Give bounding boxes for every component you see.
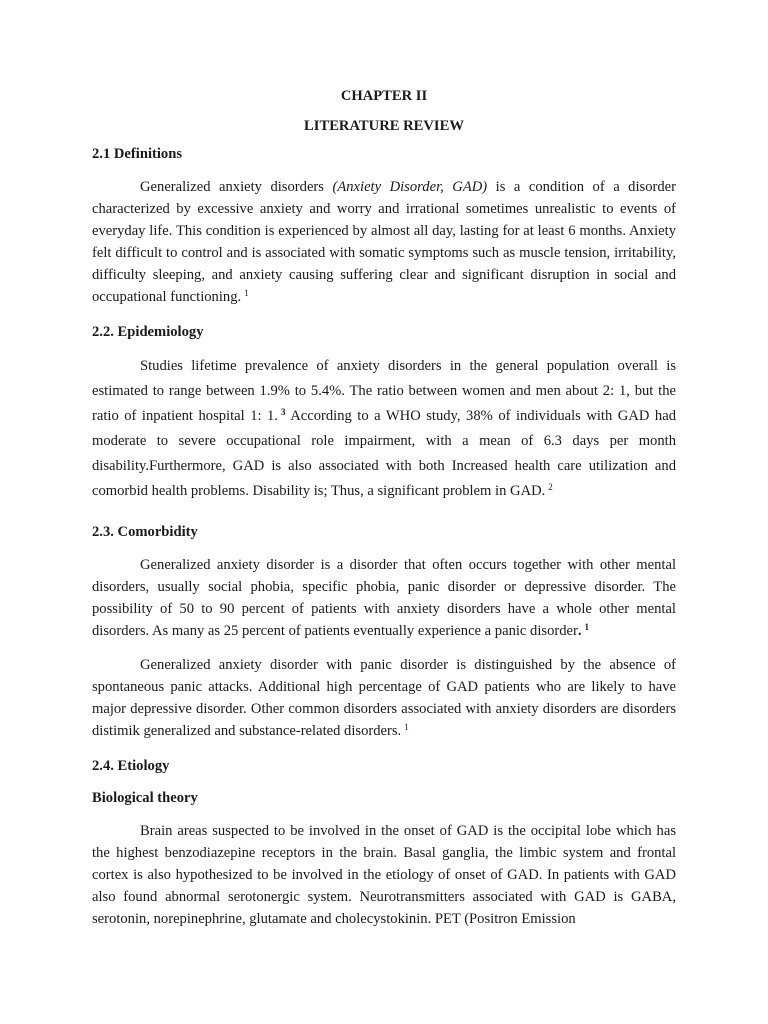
chapter-title: LITERATURE REVIEW: [304, 118, 464, 134]
section-heading-comorbidity: 2.3. Comorbidity: [92, 524, 198, 540]
subsection-heading-biological-theory: Biological theory: [92, 790, 198, 806]
epidemiology-text-part1: Studies lifetime prevalence of anxiety disorders in the general population overall is estimated to range between 1.9% to 5.4%. The ratio between women and men about 2: 1, but the ratio of inpatient hospital 1: 1.: [92, 358, 676, 424]
comorbidity-text-1: Generalized anxiety disorder is a disorder that often occurs together with other mental disorders, usually social phobia, specific phobia, panic disorder or depressive disorder. The possibility of 50 to 90 percent of patients with anxiety disorders have a whole other mental disorders. As many as 25 percent of patients eventually experience a panic disorder: [92, 557, 676, 639]
reference-marker: 1: [584, 622, 590, 632]
definitions-italic-term: (Anxiety Disorder, GAD): [332, 179, 488, 195]
section-heading-epidemiology: 2.2. Epidemiology: [92, 324, 204, 340]
comorbidity-bold-period: .: [577, 623, 582, 639]
etiology-paragraph: Brain areas suspected to be involved in the onset of GAD is the occipital lobe which has the highest benzodiazepine receptors in the brain. Basal ganglia, the limbic system and frontal cortex is also hypothesized to be involved in the etiology of onset of GAD. In patients with GAD also found abnormal serotonergic system. Neurotransmitters associated with GAD is GABA, serotonin, norepinephrine, glutamate and cholecystokinin. PET (Positron Emission: [92, 823, 676, 927]
definitions-text-start: Generalized anxiety disorders: [140, 179, 333, 195]
epidemiology-text-part2: According to a WHO study, 38% of individuals with GAD had moderate to severe occupational role impairment, with a mean of 6.3 days per month disability.Furthermore, GAD is also associated with both Increased health care utilization and comorbid health problems. Disability is; Thus, a significant problem in GAD.: [92, 408, 676, 499]
reference-marker: 1: [244, 288, 249, 298]
definitions-text-end: is a condition of a disorder characterized by excessive anxiety and worry and irrational sometimes unrealistic to events of everyday life. This condition is experienced by almost all day, lasting for at least 6 months. Anxiety felt difficult to control and is associated with somatic symptoms such as muscle tension, irritability, difficulty sleeping, and anxiety causing suffering clear and significant disruption in social and occupational functioning.: [92, 179, 676, 305]
reference-marker: 3: [281, 407, 286, 417]
comorbidity-paragraph-1: [92, 554, 676, 642]
reference-marker: 1: [404, 722, 409, 732]
section-heading-definitions: 2.1 Definitions: [92, 146, 182, 162]
reference-marker: 2: [548, 482, 553, 492]
definitions-paragraph: [92, 176, 676, 308]
chapter-label: CHAPTER II: [340, 88, 428, 104]
section-heading-etiology: 2.4. Etiology: [92, 758, 170, 774]
epidemiology-paragraph: [92, 354, 676, 504]
comorbidity-paragraph-2: [92, 654, 676, 742]
comorbidity-text-2: Generalized anxiety disorder with panic disorder is distinguished by the absence of spontaneous panic attacks. Additional high percentage of GAD patients who are likely to have major depressive disorder. Other common disorders associated with anxiety disorders are disorders distimik generalized and substance-related disorders.: [92, 657, 676, 739]
